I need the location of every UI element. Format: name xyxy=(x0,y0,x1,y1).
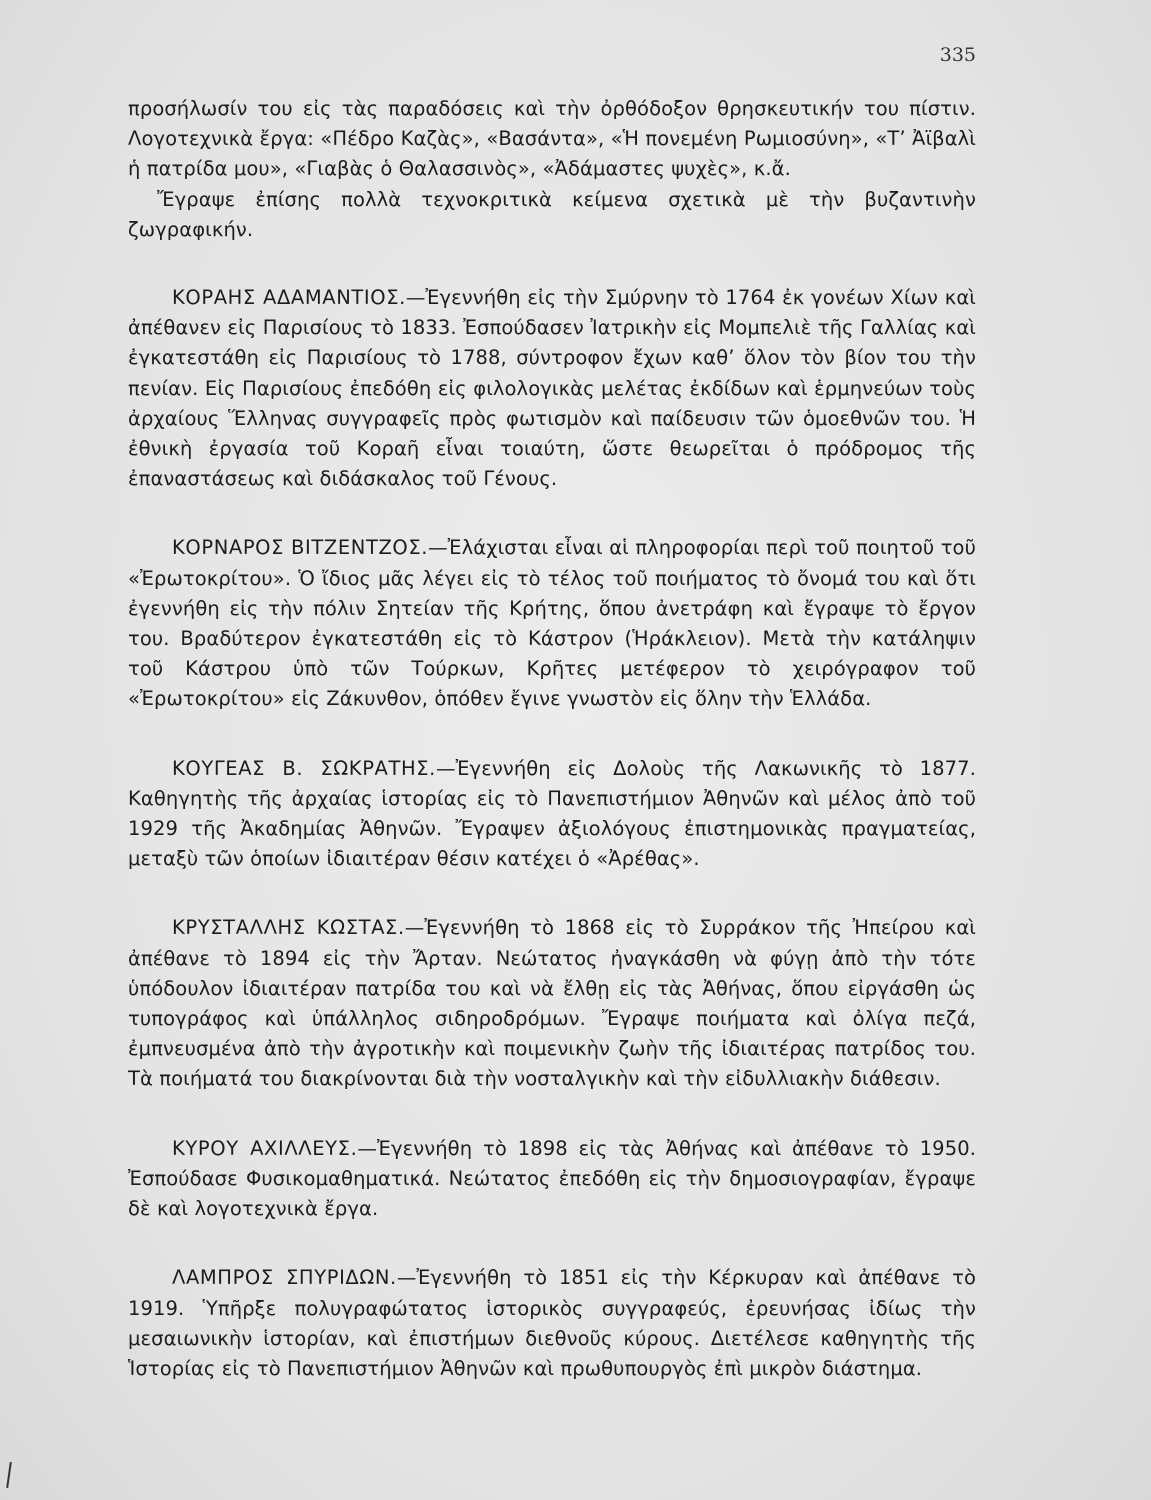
page-number: 335 xyxy=(939,44,976,66)
intro-paragraph: Ἔγραψε ἐπίσης πολλὰ τεχνοκριτικὰ κείμενα σχετικὰ μὲ τὴν βυζαντινὴν ζωγραφικήν. xyxy=(128,187,976,241)
biography-entry xyxy=(128,283,976,494)
scan-edge-mark xyxy=(6,1462,12,1488)
entry-name: ΛΑΜΠΡΟΣ ΣΠΥΡΙΔΩΝ. xyxy=(172,1266,397,1290)
biography-entry xyxy=(128,913,976,1094)
entry-text: —Ἐγεννήθη τὸ 1851 εἰς τὴν Κέρκυραν καὶ ἀπέθανε τὸ 1919. Ὑπῆρξε πολυγραφώτατος ἱστορικὸς συγγραφεύς, ἐρευνήσας ἰδίως τὴν μεσαιωνικὴν ἱστορίαν, καὶ ἐπιστήμων διεθνοῦς κύρους. Διετέλεσε καθηγητὴς τῆς Ἱστορίας εἰς τὸ Πανεπιστήμιον Ἀθηνῶν καὶ πρωθυπουργὸς ἐπὶ μικρὸν διάστημα. xyxy=(128,1266,976,1380)
entry-name: ΚΟΥΓΕΑΣ Β. ΣΩΚΡΑΤΗΣ. xyxy=(172,756,436,780)
entry-name: ΚΟΡΝΑΡΟΣ ΒΙΤΖΕΝΤΖΟΣ. xyxy=(172,536,429,560)
biography-entry xyxy=(128,533,976,714)
entry-name: ΚΟΡΑΗΣ ΑΔΑΜΑΝΤΙΟΣ. xyxy=(172,286,406,310)
intro-continuation xyxy=(128,94,976,245)
biography-entry xyxy=(128,1134,976,1225)
entry-text: —Ἐγεννήθη εἰς Δολοὺς τῆς Λακωνικῆς τὸ 1877. Καθηγητὴς τῆς ἀρχαίας ἱστορίας εἰς τὸ Πανεπιστήμιον Ἀθηνῶν καὶ μέλος ἀπὸ τοῦ 1929 τῆς Ἀκαδημίας Ἀθηνῶν. Ἔγραψεν ἀξιολόγους ἐπιστημονικὰς πραγματείας, μεταξὺ τῶν ὁποίων ἰδιαιτέραν θέσιν κατέχει ὁ «Ἀρέθας». xyxy=(128,756,976,871)
entry-name: ΚΥΡΟΥ ΑΧΙΛΛΕΥΣ. xyxy=(172,1136,358,1160)
entry-text: —Ἐγεννήθη τὸ 1868 εἰς τὸ Συρράκον τῆς Ἠπείρου καὶ ἀπέθανε τὸ 1894 εἰς τὴν Ἄρταν. Νεώτατος ἠναγκάσθη νὰ φύγῃ ἀπὸ τὴν τότε ὑπόδουλον ἰδιαιτέραν πατρίδα του καὶ νὰ ἔλθῃ εἰς τὰς Ἀθήνας, ὅπου εἰργάσθη ὡς τυπογράφος καὶ ὑπάλληλος σιδηροδρόμων. Ἔγραψε ποιήματα καὶ ὀλίγα πεζά, ἐμπνευσμένα ἀπὸ τὴν ἀγροτικὴν καὶ ποιμενικὴν ζωὴν τῆς ἰδιαιτέρας πατρίδος του. Τὰ ποιήματά του διακρίνονται διὰ τὴν νοσταλγικὴν καὶ τὴν εἰδυλλιακὴν διάθεσιν. xyxy=(128,916,976,1091)
biography-entry xyxy=(128,1263,976,1384)
page-body xyxy=(128,94,976,1423)
entry-text: —Ἐγεννήθη εἰς τὴν Σμύρνην τὸ 1764 ἐκ γονέων Χίων καὶ ἀπέθανεν εἰς Παρισίους τὸ 1833. Ἐσπούδασεν Ἰατρικὴν εἰς Μομπελιὲ τῆς Γαλλίας καὶ ἐγκατεστάθη εἰς Παρισίους τὸ 1788, σύντροφον ἔχων καθ’ ὅλον τὸν βίον του τὴν πενίαν. Εἰς Παρισίους ἐπεδόθη εἰς φιλολογικὰς μελέτας ἐκδίδων καὶ ἑρμηνεύων τοὺς ἀρχαίους Ἕλληνας συγγραφεῖς πρὸς φωτισμὸν καὶ παίδευσιν τῶν ὁμοεθνῶν του. Ἡ ἐθνικὴ ἐργασία τοῦ Κοραῆ εἶναι τοιαύτη, ὥστε θεωρεῖται ὁ πρόδρομος τῆς ἐπαναστάσεως καὶ διδάσκαλος τοῦ Γένους. xyxy=(128,286,976,491)
biography-entry xyxy=(128,754,976,875)
intro-paragraph: προσήλωσίν του εἰς τὰς παραδόσεις καὶ τὴν ὀρθόδοξον θρησκευτικήν του πίστιν. Λογοτεχνικὰ ἔργα: «Πέδρο Καζὰς», «Βασάντα», «Ἡ πονεμένη Ρωμιοσύνη», «Τ’ Ἀϊβαλὶ ἡ πατρίδα μου», «Γιαβὰς ὁ Θαλασσινὸς», «Ἀδάμαστες ψυχὲς», κ.ἄ. xyxy=(128,97,976,181)
entry-text: —Ἐγεννήθη τὸ 1898 εἰς τὰς Ἀθήνας καὶ ἀπέθανε τὸ 1950. Ἐσπούδασε Φυσικομαθηματικά. Νεώτατος ἐπεδόθη εἰς τὴν δημοσιογραφίαν, ἔγραψε δὲ καὶ λογοτεχνικὰ ἔργα. xyxy=(128,1136,977,1221)
entry-name: ΚΡΥΣΤΑΛΛΗΣ ΚΩΣΤΑΣ. xyxy=(172,916,405,940)
entry-text: —Ἐλάχισται εἶναι αἱ πληροφορίαι περὶ τοῦ ποιητοῦ τοῦ «Ἐρωτοκρίτου». Ὁ ἴδιος μᾶς λέγει εἰς τὸ τέλος τοῦ ποιήματος τὸ ὄνομά του καὶ ὅτι ἐγεννήθη εἰς τὴν πόλιν Σητείαν τῆς Κρήτης, ὅπου ἀνετράφη καὶ ἔγραψε τὸ ἔργον του. Βραδύτερον ἐγκατεστάθη εἰς τὸ Κάστρον (Ἡράκλειον). Μετὰ τὴν κατάληψιν τοῦ Κάστρου ὑπὸ τῶν Τούρκων, Κρῆτες μετέφερον τὸ χειρόγραφον τοῦ «Ἐρωτοκρίτου» εἰς Ζάκυνθον, ὁπόθεν ἔγινε γνωστὸν εἰς ὅλην τὴν Ἑλλάδα. xyxy=(128,536,976,711)
